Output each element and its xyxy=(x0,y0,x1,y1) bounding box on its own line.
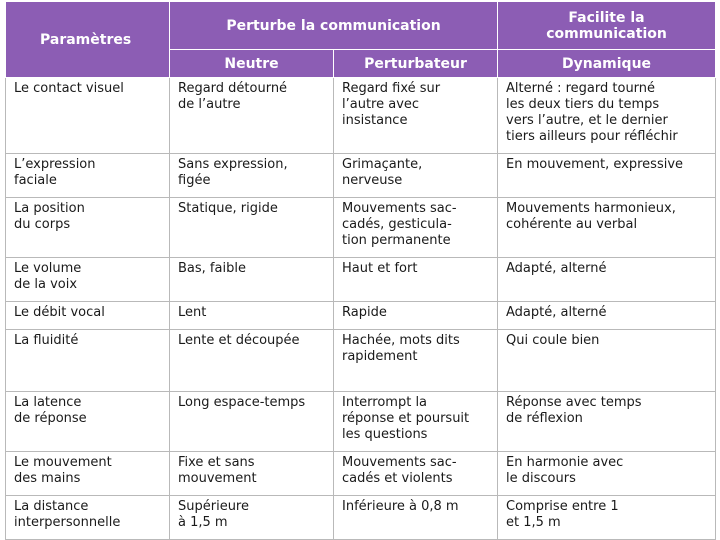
cell-perturbateur: Regard fixé sur l’autre avec insistance xyxy=(334,78,498,154)
cell-perturbateur: Haut et fort xyxy=(334,258,498,302)
table-row xyxy=(6,496,716,540)
table-body xyxy=(6,78,716,540)
cell-dynamique: Qui coule bien xyxy=(498,330,716,392)
cell-param: Le mouvement des mains xyxy=(6,452,170,496)
cell-perturbateur: Rapide xyxy=(334,302,498,330)
cell-neutre: Sans expression, figée xyxy=(170,154,334,198)
comparison-table-container xyxy=(5,1,715,540)
cell-param: La position du corps xyxy=(6,198,170,258)
cell-neutre: Fixe et sans mouvement xyxy=(170,452,334,496)
table-row xyxy=(6,302,716,330)
cell-dynamique: Alterné : regard tourné les deux tiers du temps vers l’autre, et le dernier tiers ailleurs pour réfléchir xyxy=(498,78,716,154)
cell-perturbateur: Grimaçante, nerveuse xyxy=(334,154,498,198)
cell-param: La latence de réponse xyxy=(6,392,170,452)
cell-param: La distance interpersonnelle xyxy=(6,496,170,540)
table-row xyxy=(6,78,716,154)
table-row xyxy=(6,198,716,258)
cell-neutre: Bas, faible xyxy=(170,258,334,302)
communication-parameters-table xyxy=(5,1,716,540)
cell-neutre: Statique, rigide xyxy=(170,198,334,258)
table-row xyxy=(6,452,716,496)
header-perturbe: Perturbe la communication xyxy=(170,2,498,50)
table-row xyxy=(6,154,716,198)
header-dynamique: Dynamique xyxy=(498,50,716,78)
header-facilite: Facilite la communication xyxy=(498,2,716,50)
cell-dynamique: Adapté, alterné xyxy=(498,302,716,330)
header-perturbateur: Perturbateur xyxy=(334,50,498,78)
table-row xyxy=(6,392,716,452)
cell-dynamique: Adapté, alterné xyxy=(498,258,716,302)
cell-dynamique: Réponse avec temps de réflexion xyxy=(498,392,716,452)
header-neutre: Neutre xyxy=(170,50,334,78)
cell-neutre: Lente et découpée xyxy=(170,330,334,392)
cell-param: La fluidité xyxy=(6,330,170,392)
table-row xyxy=(6,330,716,392)
cell-param: Le débit vocal xyxy=(6,302,170,330)
table-row xyxy=(6,258,716,302)
cell-neutre: Supérieure à 1,5 m xyxy=(170,496,334,540)
cell-neutre: Regard détourné de l’autre xyxy=(170,78,334,154)
cell-param: L’expression faciale xyxy=(6,154,170,198)
cell-perturbateur: Interrompt la réponse et poursuit les questions xyxy=(334,392,498,452)
cell-perturbateur: Mouvements sac- cadés, gesticula- tion permanente xyxy=(334,198,498,258)
cell-dynamique: En harmonie avec le discours xyxy=(498,452,716,496)
cell-dynamique: Mouvements harmonieux, cohérente au verbal xyxy=(498,198,716,258)
cell-param: Le contact visuel xyxy=(6,78,170,154)
cell-dynamique: En mouvement, expressive xyxy=(498,154,716,198)
cell-dynamique: Comprise entre 1 et 1,5 m xyxy=(498,496,716,540)
cell-param: Le volume de la voix xyxy=(6,258,170,302)
cell-perturbateur: Inférieure à 0,8 m xyxy=(334,496,498,540)
cell-perturbateur: Hachée, mots dits rapidement xyxy=(334,330,498,392)
header-parametres: Paramètres xyxy=(6,2,170,78)
cell-neutre: Long espace-temps xyxy=(170,392,334,452)
cell-neutre: Lent xyxy=(170,302,334,330)
table-header xyxy=(6,2,716,78)
cell-perturbateur: Mouvements sac- cadés et violents xyxy=(334,452,498,496)
